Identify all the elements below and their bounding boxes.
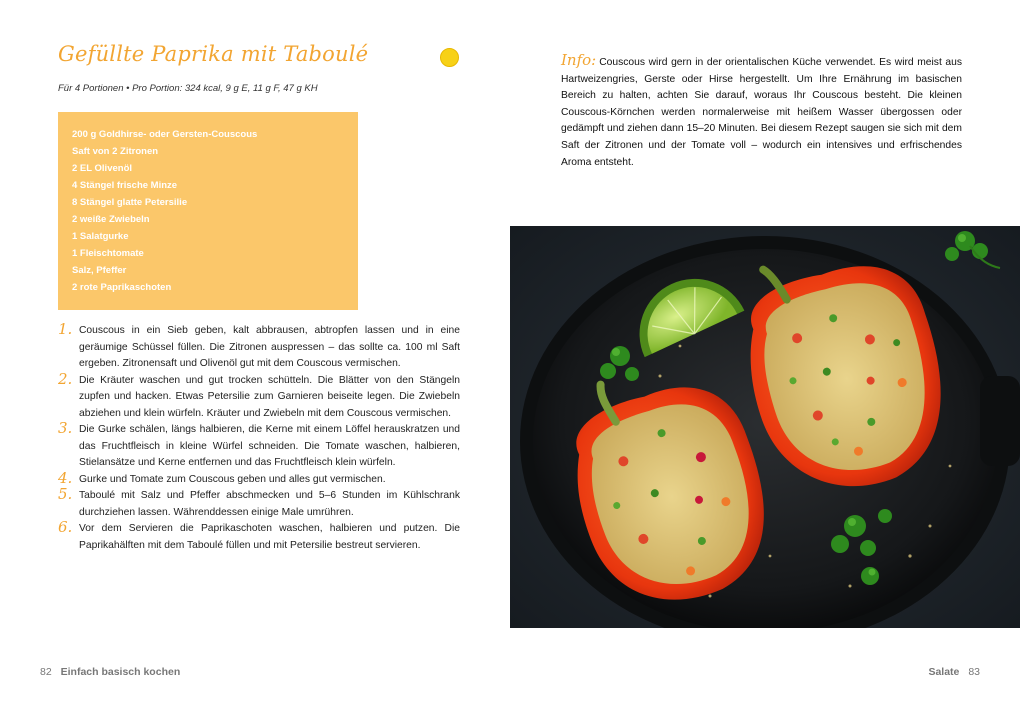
ingredient-item: 1 Salatgurke [72,231,129,242]
ingredient-item: Saft von 2 Zitronen [72,146,159,157]
instruction-step [58,518,460,554]
step-number: 6. [58,518,73,536]
step-text: Vor dem Servieren die Paprikaschoten waschen, halbieren und putzen. Die Paprikahälften mit dem Taboulé füllen und mit Petersilie bestreut servieren. [79,523,460,551]
ingredient-item: 2 rote Paprikaschoten [72,282,172,293]
step-text: Die Gurke schälen, längs halbieren, die Kerne mit einem Löffel herauskratzen und das Fruchtfleisch in kleine Würfel schneiden. Die Tomate waschen, halbieren, Stielansätze und Kerne entfernen und das Fruchtfleisch klein würfeln. [79,424,460,468]
ingredient-item: 2 weiße Zwiebeln [72,214,150,225]
ingredient-item: 2 EL Olivenöl [72,163,133,174]
ingredient-item: 1 Fleischtomate [72,248,144,259]
step-number: 2. [58,369,73,388]
stuffed-peppers-image [510,226,1020,628]
ingredient-item: Salz, Pfeffer [72,265,127,276]
step-number: 3. [58,419,73,437]
step-number: 1. [58,320,73,338]
step-text: Die Kräuter waschen und gut trocken schütteln. Die Blätter von den Stängeln zupfen und hacken. Etwas Petersilie zum Garnieren beiseite legen. Die Zwiebeln abziehen und klein würfeln. Kräuter und Zwiebeln mit dem Couscous vermischen. [79,374,460,419]
footer-right [928,666,980,678]
instruction-step [58,468,460,489]
info-label: Info: [561,51,597,69]
instruction-step [58,419,460,472]
instructions-list [58,320,460,554]
ingredient-item: 8 Stängel glatte Petersilie [72,197,188,208]
footer-left [40,666,180,678]
instruction-step [58,485,460,521]
instruction-step [58,369,460,423]
page-number-left: 82 [40,666,52,678]
section-title: Salate [928,666,960,678]
recipe-title: Gefüllte Paprika mit Taboulé [58,42,369,66]
page-number-right: 83 [968,666,980,678]
step-number: 5. [58,485,73,503]
ingredient-item: 200 g Goldhirse- oder Gersten-Couscous [72,129,258,140]
right-page [510,0,1020,724]
recipe-photo [510,226,1020,628]
category-dot-icon [440,48,459,67]
ingredients-list [72,126,344,296]
ingredient-item: 4 Stängel frische Minze [72,180,178,191]
info-box [561,52,962,171]
book-title: Einfach basisch kochen [60,666,181,678]
instruction-step [58,320,460,373]
portions-info: Für 4 Portionen • Pro Portion: 324 kcal, 9 g E, 11 g F, 47 g KH [58,83,318,94]
step-text: Taboulé mit Salz und Pfeffer abschmecken und 5–6 Stunden im Kühlschrank durchziehen lassen. Währenddessen einige Male umrühren. [79,490,460,518]
ingredients-box [58,112,358,310]
step-text: Couscous in ein Sieb geben, kalt abbrausen, abtropfen lassen und in eine geräumige Schüssel füllen. Die Zitronen auspressen – das sollte ca. 100 ml Saft ergeben. Zitronensaft und Olivenöl gut mit dem Couscous vermischen. [79,325,460,369]
step-number: 4. [58,468,73,487]
step-text: Gurke und Tomate zum Couscous geben und alles gut vermischen. [79,473,386,485]
info-text: Couscous wird gern in der orientalischen Küche verwendet. Es wird meist aus Hartweizengries, Gerste oder Hirse hergestellt. Um Ihre Ernährung im basischen Bereich zu halten, achten Sie darauf, woraus Ihr Couscous besteht. Die kleinen Couscous-Körnchen werden normalerweise mit heißem Wasser übergossen oder gedämpft und ziehen dann 15–20 Minuten. Bei diesem Rezept saugen sie sich mit dem Saft der Zitronen und der Tomate voll – wodurch ein intensives und erfrischendes Aroma entsteht. [561,57,962,168]
